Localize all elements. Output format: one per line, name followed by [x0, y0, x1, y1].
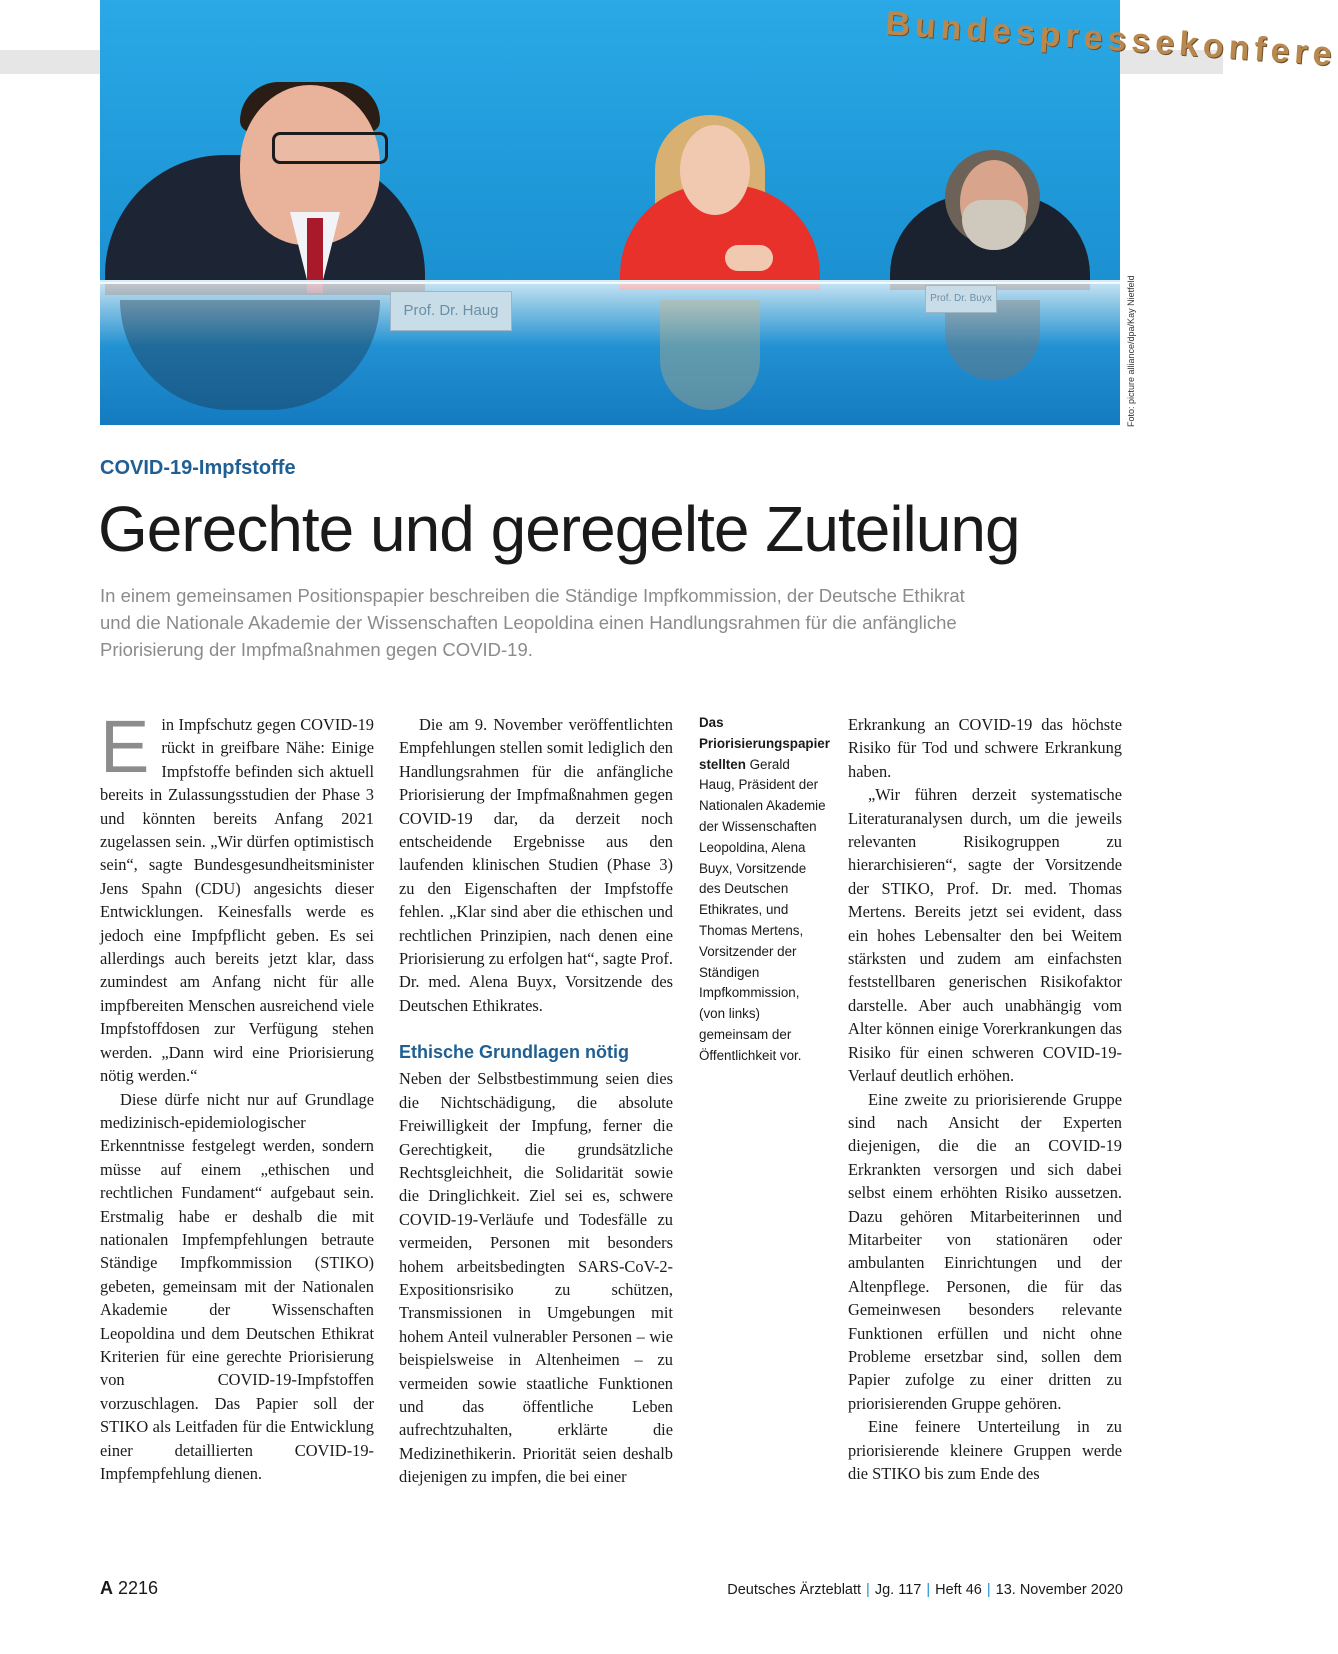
journal-issue: Heft 46 [935, 1582, 982, 1598]
paragraph: Eine zweite zu priorisierende Gruppe sind nach Ansicht der Experten diejenigen, die die an COVID-19 Erkrankten versorgen und sich dabei selbst einem erhöhten Risiko aussetzen. Dazu gehören Mitarbeiterinnen und Mitarbeiter von stationären oder ambulanten Einrichtungen und der Altenpflege. Personen, die für das Gemeinwesen besonders relevante Funktionen erfüllen und nicht ohne Probleme ersetzbar sind, sollen dem Papier zufolge zu einer dritten zu priorisierenden Gruppe gehören. [848, 1089, 1122, 1413]
nameplate-haug: Prof. Dr. Haug [390, 291, 512, 331]
photo-person-middle-hand [725, 245, 773, 271]
caption-text: Gerald Haug, Präsident der Nationalen Akademie der Wissenschaften Leopoldina, Alena Buyx, Vorsitzende des Deutschen Ethikrates, und Thomas Mertens, Vorsitzender der Ständigen Impfkommission, (von links) gemeinsam der Öffentlichkeit vor. [699, 756, 826, 1063]
paragraph: Erkrankung an COVID-19 das höchste Risiko für Tod und schwere Erkrankung haben. [848, 715, 1122, 781]
photo-person-left-glasses [272, 132, 388, 164]
photo-wall-sign: Bundespressekonfere [884, 4, 1338, 74]
paragraph: „Wir führen derzeit systematische Literaturanalysen durch, um die jeweils relevanten Risikogruppen zu hierarchisieren“, sagte der Vorsitzende der STIKO, Prof. Dr. med. Thomas Mertens. Bereits jetzt sei evident, dass ein hohes Lebensalter den bei Weitem stärksten und zudem am einfachsten feststellbaren generischen Risikofaktor darstelle. Aber auch unabhängig vom Alter können einige Vorerkrankungen das Risiko für einen schweren COVID-19-Verlauf deutlich erhöhen. [848, 785, 1122, 1086]
photo-credit: Foto: picture alliance/dpa/Kay Nietfeld [1126, 275, 1136, 427]
paragraph-intro [100, 705, 374, 1088]
page-folio [100, 1578, 158, 1599]
body-column-1 [100, 705, 374, 1485]
photo-person-middle-head [680, 125, 750, 215]
article-kicker: COVID-19-Impfstoffe [100, 457, 296, 479]
photo-caption [699, 713, 829, 1067]
journal-volume: Jg. 117 [874, 1582, 922, 1598]
footer-separator: | [926, 1582, 931, 1598]
body-column-2 [399, 713, 673, 1489]
body-column-4 [848, 713, 1122, 1485]
article-lead: In einem gemeinsamen Positionspapier beschreiben die Ständige Impfkommission, der Deutsche Ethikrat und die Nationale Akademie der Wissenschaften Leopoldina einen Handlungsrahmen für die anfängliche Priorisierung der Impfmaßnahmen gegen COVID-19. [100, 585, 965, 660]
page-number: 2216 [118, 1578, 159, 1598]
paragraph: Diese dürfe nicht nur auf Grundlage medizinisch-epidemiologischer Erkenntnisse festgelegt werden, sondern müsse auf einem „ethischen und rechtlichen Fundament“ aufgebaut sein. Erstmalig habe er deshalb die mit nationalen Impfempfehlungen betraute Ständige Impfkommission (STIKO) gebeten, gemeinsam mit der Nationalen Akademie der Wissenschaften Leopoldina und dem Deutschen Ethikrat Kriterien für eine gerechte Priorisierung von COVID-19-Impfstoffen vorzuschlagen. Das Papier soll der STIKO als Leitfaden für die Entwicklung einer detaillierten COVID-19-Impfempfehlung dienen. [100, 1089, 374, 1483]
folio-letter: A [100, 1578, 113, 1598]
drop-cap: E [100, 705, 150, 788]
paragraph: Eine feinere Unterteilung in zu priorisierende kleinere Gruppen werde die STIKO bis zum Ende des [848, 1417, 1122, 1483]
paragraph-intro-text: in Impfschutz gegen COVID-19 rückt in greifbare Nähe: Einige Impfstoffe befinden sich aktuell bereits in Zulassungsstudien der Phase 3 und könnten bereits Anfang 2021 zugelassen sein. „Wir dürfen optimistisch sein“, sagte Bundesgesundheitsminister Jens Spahn (CDU) angesichts dieser Entwicklungen. Keinesfalls werde es jedoch eine Impfpflicht geben. Es sei allerdings auch bereits jetzt klar, dass zumindest am Anfang nicht für alle impfbereiten Menschen ausreichend viele Impfstoffdosen zur Verfügung stehen werden. „Dann wird eine Priorisierung nötig werden.“ [100, 715, 374, 1086]
top-gray-band-left [0, 50, 100, 74]
photo-reflection-middle [660, 300, 760, 410]
paragraph: Die am 9. November veröffentlichten Empfehlungen stellen somit lediglich den Handlungsrahmen für die anfängliche Priorisierung der Impfmaßnahmen gegen COVID-19 dar, da derzeit noch entscheidende Ergebnisse aus den laufenden klinischen Studien (Phase 3) zu den Eigenschaften der Impfstoffe fehlen. „Klar sind aber die ethischen und rechtlichen Prinzipien, nach denen eine Priorisierung zu erfolgen hat“, sagte Prof. Dr. med. Alena Buyx, Vorsitzende des Deutschen Ethikrates. [399, 715, 673, 1015]
article-headline: Gerechte und geregelte Zuteilung [98, 493, 1020, 565]
nameplate-buyx: Prof. Dr. Buyx [925, 285, 997, 313]
journal-date: 13. November 2020 [995, 1582, 1123, 1598]
footer-journal-line [727, 1582, 1123, 1598]
footer-separator: | [986, 1582, 991, 1598]
footer-separator: | [866, 1582, 870, 1598]
caption-lead-in: Das Priorisierungspapier stellten [699, 715, 830, 772]
paragraph: Neben der Selbstbestimmung seien dies die Nichtschädigung, die absolute Freiwilligkeit der Impfung, ferner die Gerechtigkeit, die grundsätzliche Rechtsgleichheit, die Solidarität sowie die Dringlichkeit. Ziel sei es, schwere COVID-19-Verläufe und Todesfälle zu vermeiden, Personen mit besonders hohem arbeitsbedingten SARS-CoV-2-Expositionsrisiko zu schützen, Transmissionen in Umgebungen mit hohem Anteil vulnerabler Personen – wie beispielsweise in Altenheimen – zu vermeiden sowie staatliche Funktionen und das öffentliche Leben aufrechtzuhalten, erklärte die Medizinethikerin. Priorität seien deshalb diejenigen zu impfen, die bei einer [399, 1069, 673, 1487]
article-subhead: Ethische Grundlagen nötig [399, 1042, 630, 1063]
journal-name: Deutsches Ärzteblatt [727, 1582, 862, 1598]
